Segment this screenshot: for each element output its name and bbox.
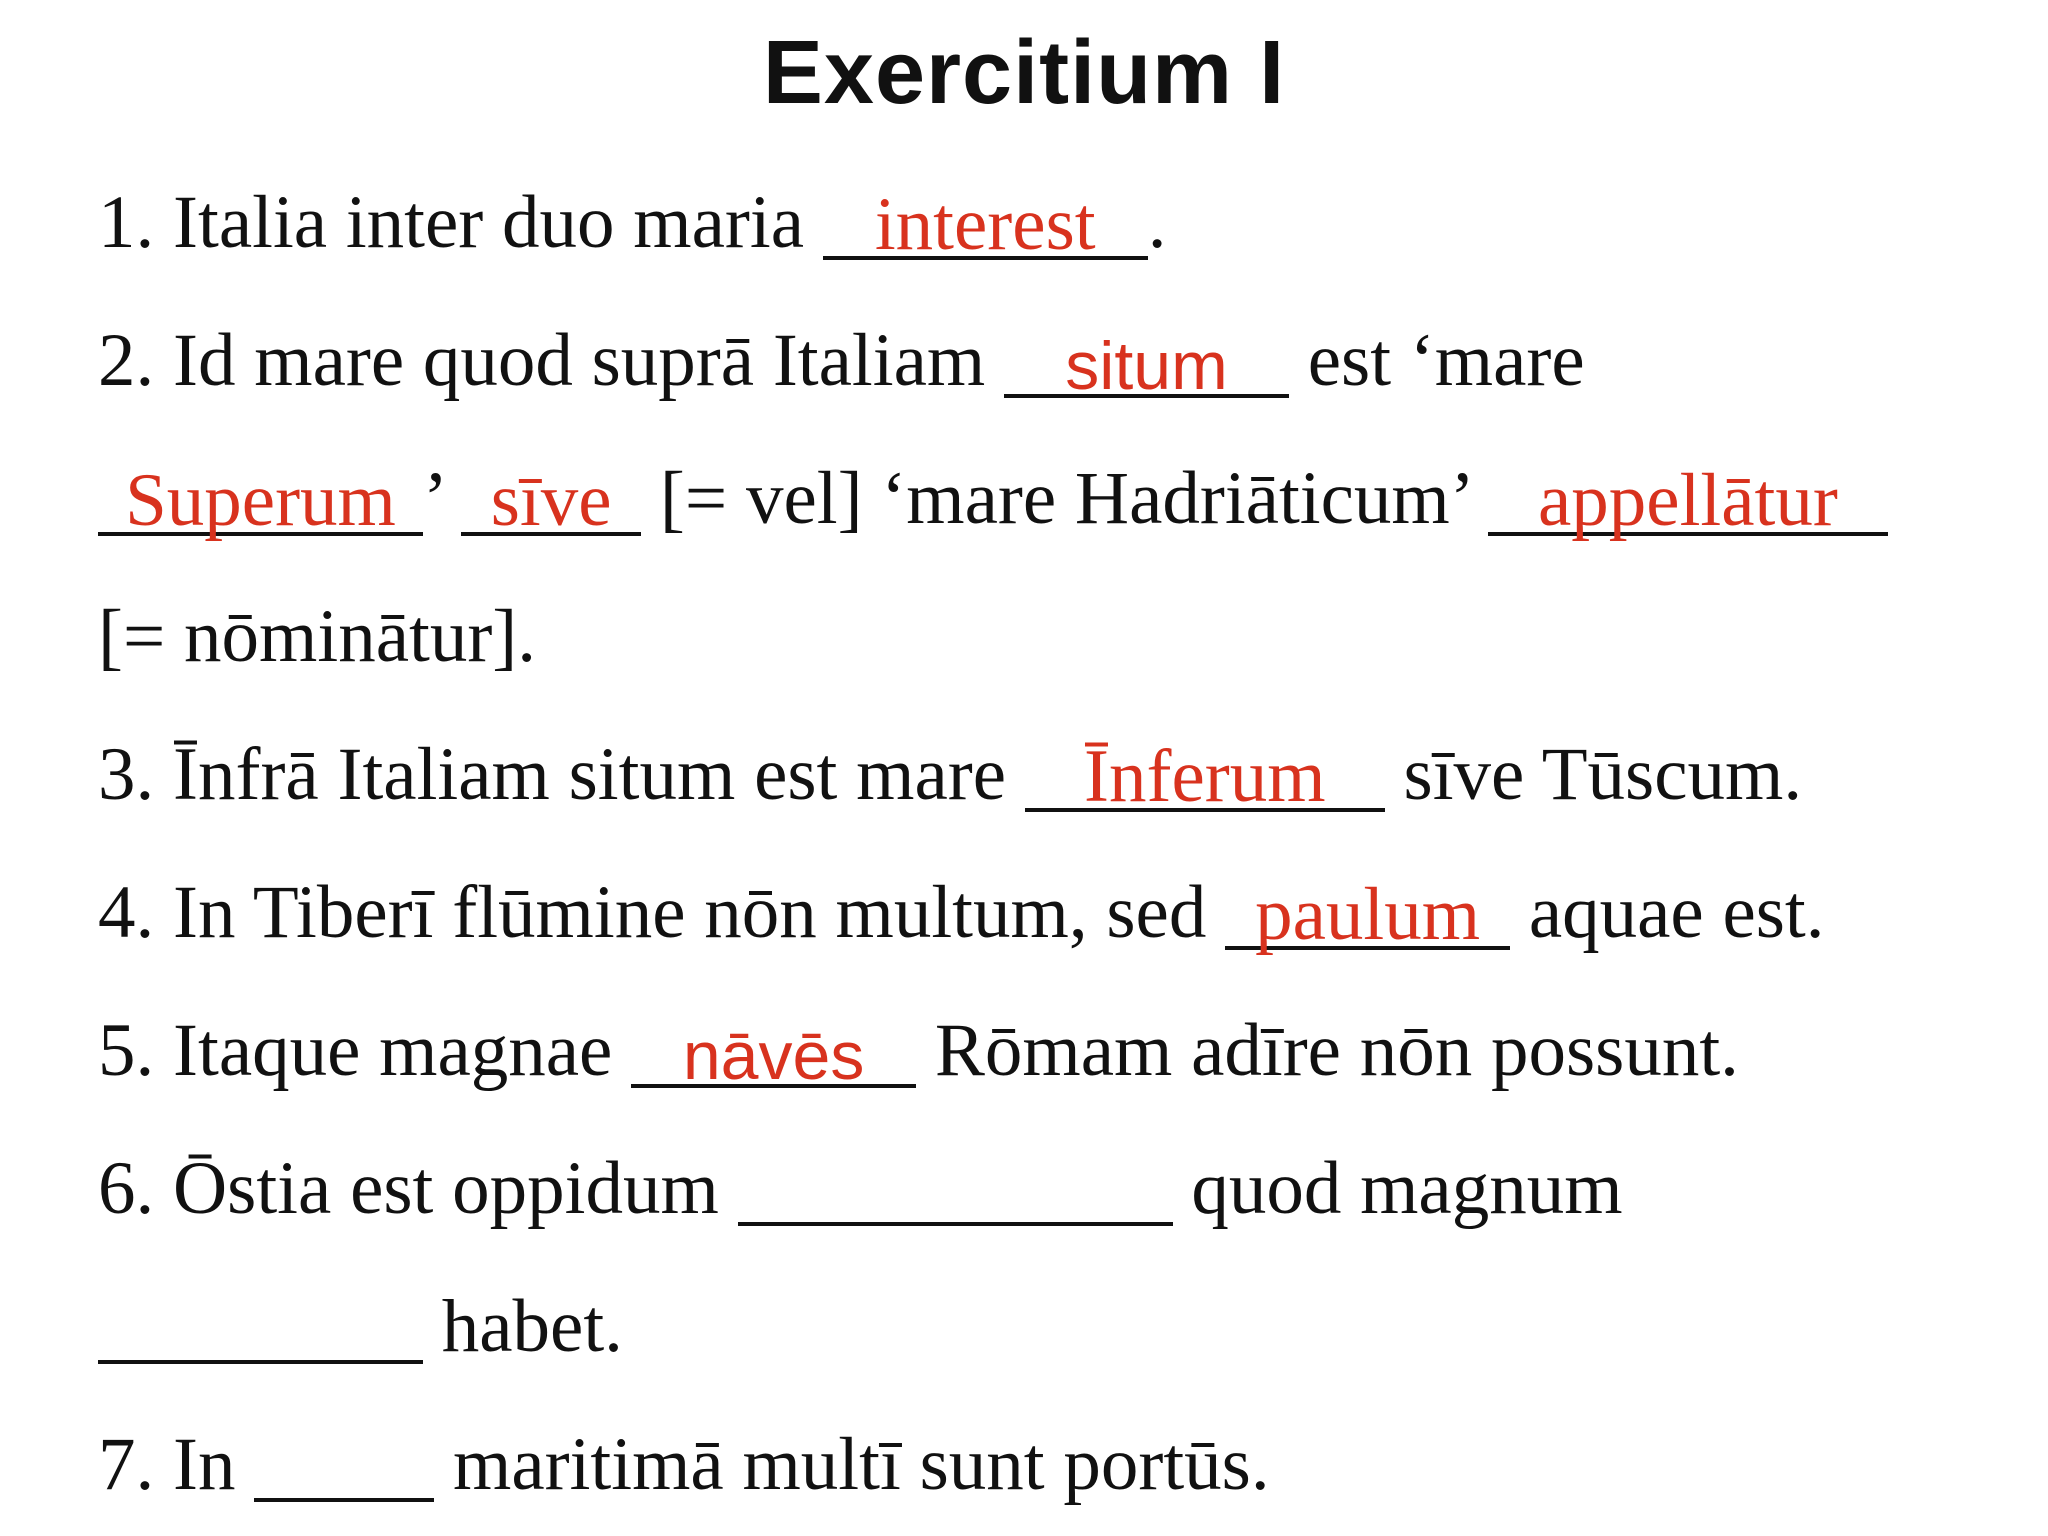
answer-text: nāvēs	[682, 1018, 865, 1094]
sentence-text: sīve Tūscum.	[1384, 733, 1803, 816]
answer-blank[interactable]	[1225, 870, 1510, 956]
sentence-3	[98, 702, 1803, 818]
sentence-text: ’	[423, 457, 462, 540]
exercise-title: Exercitium I	[762, 23, 1286, 123]
sentence-text: est ‘mare	[1288, 319, 1585, 402]
sentence-text: maritimā multī sunt portūs.	[434, 1423, 1270, 1506]
answer-blank[interactable]	[738, 1146, 1173, 1226]
sentence-text: habet.	[423, 1285, 623, 1368]
sentence-text: [= vel] ‘mare Hadriāticum’	[641, 457, 1488, 540]
sentence-2	[98, 288, 1585, 404]
sentence-text: quod magnum	[1172, 1147, 1623, 1230]
answer-text: Īnferum	[1084, 735, 1326, 818]
sentence-text: 3. Īnfrā Italiam situm est mare	[98, 733, 1025, 816]
sentence-7	[98, 1392, 1270, 1506]
answer-blank[interactable]	[254, 1422, 434, 1502]
sentence-text: 2. Id mare quod suprā Italiam	[98, 319, 1004, 402]
sentence-1	[98, 150, 1167, 266]
sentence-text: 4. In Tiberī flūmine nōn multum, sed	[98, 871, 1226, 954]
answer-blank[interactable]	[823, 180, 1148, 266]
answer-blank[interactable]	[1025, 732, 1385, 818]
sentence-6	[98, 1116, 1623, 1230]
answer-text: situm	[1065, 328, 1228, 404]
answer-text: interest	[874, 183, 1096, 266]
sentence-text: [= nōminātur].	[98, 595, 537, 678]
answer-blank[interactable]	[631, 1008, 916, 1094]
answer-text: Superum	[125, 459, 396, 542]
sentence-6-continued	[98, 1254, 623, 1368]
sentence-text: 5. Itaque magnae	[98, 1009, 632, 1092]
sentence-text: 6. Ōstia est oppidum	[98, 1147, 738, 1230]
answer-blank[interactable]	[1004, 318, 1289, 404]
sentence-text: 1. Italia inter duo maria	[98, 181, 823, 264]
sentence-text: 7. In	[98, 1423, 255, 1506]
sentence-5	[98, 978, 1739, 1094]
answer-blank[interactable]	[98, 456, 423, 542]
answer-blank[interactable]	[98, 1284, 423, 1364]
sentence-text: Rōmam adīre nōn possunt.	[916, 1009, 1739, 1092]
answer-text: paulum	[1255, 873, 1481, 956]
sentence-4	[98, 840, 1825, 956]
answer-text: appellātur	[1538, 459, 1838, 542]
sentence-text: aquae est.	[1510, 871, 1825, 954]
answer-blank[interactable]	[1488, 456, 1888, 542]
answer-blank[interactable]	[461, 456, 641, 542]
answer-text: sīve	[490, 459, 612, 542]
sentence-2-end	[98, 564, 537, 678]
sentence-text: .	[1147, 181, 1167, 264]
sentence-2-continued	[98, 426, 1888, 542]
